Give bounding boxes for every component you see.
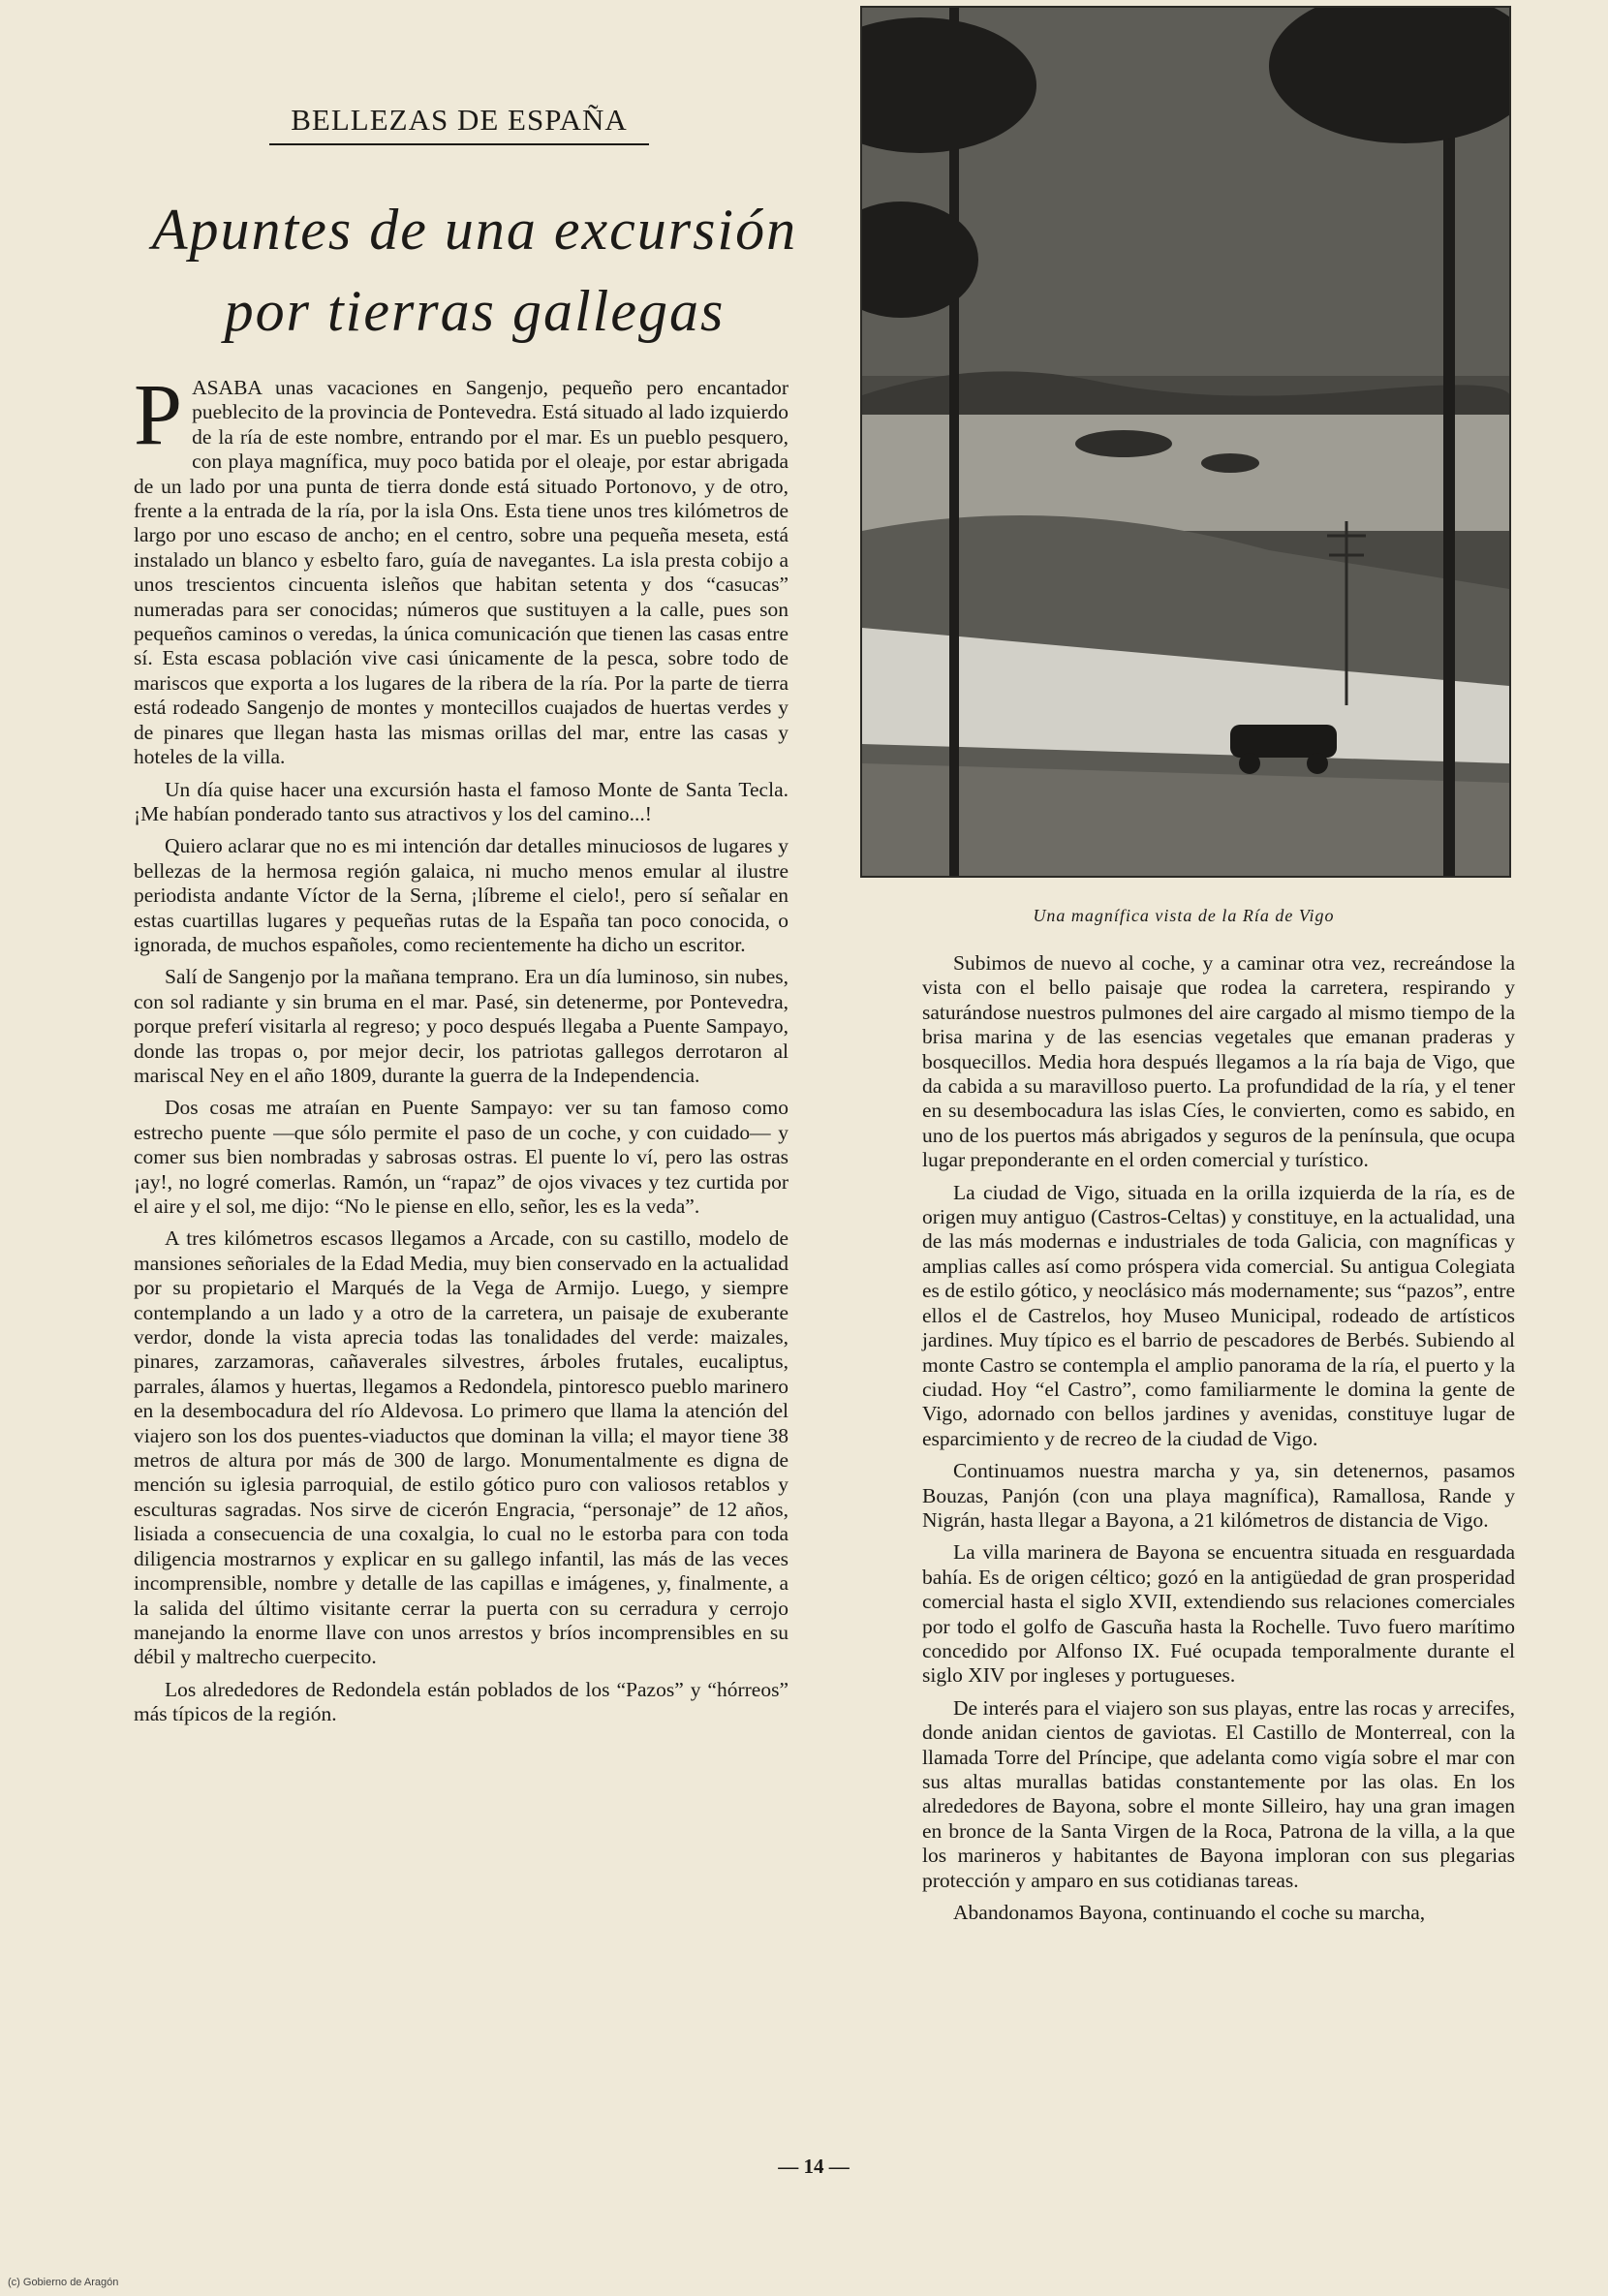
paragraph-text: ASABA unas vacaciones en Sangenjo, pequeño pero encantador pueblecito de la provincia de Pontevedra. Está situado al lado izquierdo de la ría de este nombre, entrando por el mar. Es un pueblo pesquero, con playa magnífica, muy poco batida por el oleaje, por estar abrigada de un lado por una punta de tierra donde está situado Portonovo, y de otro, frente a la entrada de la ría, por la isla Ons. Esta tiene unos tres kilómetros de largo por uno escaso de ancho; en el centro, sobre una pequeña meseta, está instalado un blanco y esbelto faro, guía de navegantes. La isla presta cobijo a unos trescientos cincuenta isleños que habitan setenta y dos “casucas” numeradas para ser conocidas; números que sustituyen a la calle, pues son pequeños caminos o veredas, la única comunicación que tienen las casas entre sí. Esta escasa población vive casi únicamente de la pesca, sobre todo de mariscos que exporta a los lugares de la ribera de la ría. Por la parte de tierra está rodeado Sangenjo de montes y montecillos cuajados de huertas verdes y de pinares que llegan hasta las mismas orillas del mar, entre las casas y hoteles de la villa. <box>134 376 789 769</box>
paragraph: Continuamos nuestra marcha y ya, sin detenernos, pasamos Bouzas, Panjón (con una playa magnífica), Ramallosa, Rande y Nigrán, hasta llegar a Bayona, a 21 kilómetros de distancia de Vigo. <box>922 1459 1515 1532</box>
paragraph: La villa marinera de Bayona se encuentra situada en resguardada bahía. Es de origen céltico; gozó en la antigüedad de gran prosperidad comercial hasta el siglo XVII, extendiendo sus relaciones comerciales por todo el golfo de Gascuña hasta la Rochelle. Tuvo fuero marítimo concedido por Alfonso IX. Fué ocupada temporalmente durante el siglo XIV por ingleses y portugueses. <box>922 1540 1515 1688</box>
paragraph: Quiero aclarar que no es mi intención dar detalles minuciosos de lugares y bellezas de la hermosa región galaica, ni mucho menos emular al ilustre periodista andante Víctor de la Serna, ¡líbreme el cielo!, pero sí señalar en estas cuartillas lugares y pequeñas rutas de la España tan poco conocida, o ignorada, de muchos españoles, como recientemente ha dicho un escritor. <box>134 834 789 956</box>
left-column <box>134 367 789 1735</box>
paragraph: Un día quise hacer una excursión hasta el famoso Monte de Santa Tecla. ¡Me habían ponderado tanto sus atractivos y los del camino...! <box>134 777 789 825</box>
paragraph: Dos cosas me atraían en Puente Sampayo: ver su tan famoso como estrecho puente —que sólo permite el paso de un coche, y con cuidado— y comer sus bien nombradas y sabrosas ostras. El puente lo ví, pero las ostras ¡ay!, no logré comerlas. Ramón, un “rapaz” de ojos vivaces y tez curtida por el aire y el sol, me dijo: “No le piense en ello, señor, les es la veda”. <box>134 1096 789 1218</box>
drop-cap: P <box>134 367 183 463</box>
ria-de-vigo-photo <box>860 6 1511 878</box>
paragraph: Subimos de nuevo al coche, y a caminar otra vez, recreándose la vista con el bello paisaje que rodea la carretera, respirando y saturándose nuestros pulmones del aire cargado al mismo tiempo de la brisa marina y de las esencias vegetales que emanan praderas y bosquecillos. Media hora después llegamos a la ría baja de Vigo, que da cabida a su maravilloso puerto. La profundidad de la ría, y el tener en su desembocadura las islas Cíes, le convierten, como es sabido, en uno de los puertos más abrigados y seguros de la península, que ocupa lugar preponderante en el orden comercial y turístico. <box>922 951 1515 1172</box>
paragraph: Salí de Sangenjo por la mañana temprano. Era un día luminoso, sin nubes, con sol radiante y sin bruma en el mar. Pasé, sin detenerme, por Pontevedra, porque preferí visitarla al regreso; y poco después llegaba a Puente Sampayo, donde las tropas o, por mejor decir, los patriotas gallegos derrotaron al mariscal Ney en el año 1809, durante la guerra de la Independencia. <box>134 965 789 1087</box>
photo-caption: Una magnífica vista de la Ría de Vigo <box>1033 906 1335 925</box>
paragraph: La ciudad de Vigo, situada en la orilla izquierda de la ría, es de origen muy antiguo (Castros-Celtas) y constituye, en la actualidad, una de las más modernas e industriales de toda Galicia, con magníficas y amplias calles así como próspera vida comercial. Su antigua Colegiata es de estilo gótico, y neoclásico más modernamente; sus “pazos”, entre ellos el de Castrelos, hoy Museo Municipal, rodeado de artísticos jardines. Muy típico es el barrio de pescadores de Berbés. Subiendo al monte Castro se contempla el amplio panorama de la ría, el puerto y la ciudad. Hoy “el Castro”, como familiarmente le domina la gente de Vigo, adornado con bellos jardines y avenidas, constituye lugar de esparcimiento y de recreo de la ciudad de Vigo. <box>922 1180 1515 1450</box>
page-number: — 14 — <box>778 2155 850 2178</box>
paragraph <box>134 367 789 770</box>
photo-illustration <box>862 8 1509 876</box>
title-line-2: por tierras gallegas <box>224 279 726 343</box>
article-title <box>107 189 843 352</box>
paragraph: A tres kilómetros escasos llegamos a Arcade, con su castillo, modelo de mansiones señoriales de la Edad Media, muy bien conservado en la actualidad por su propietario el Marqués de la Vega de Armijo. Luego, y siempre contemplando a un lado y a otro de la carretera, un paisaje de exuberante verdor, donde la vista aprecia todas las tonalidades del verde: maizales, pinares, zarzamoras, cañaverales silvestres, árboles frutales, eucaliptus, parrales, álamos y huertas, llegamos a Redondela, pintoresco pueblo marinero en la desembocadura del río Aldevosa. Lo primero que llama la atención del viajero son los dos puentes-viaductos que dominan la villa; el mayor tiene 38 metros de altura por más de 300 de largo. Monumentalmente es digna de mención su iglesia parroquial, de estilo gótico puro con valiosos retablos y esculturas sagradas. Nos sirve de cicerón Engracia, “personaje” de 12 años, lisiada a consecuencia de una coxalgia, lo cual no le estorba para con toda diligencia mostrarnos y explicar en su gallego infantil, las más de las veces incomprensible, nombre y detalle de las capillas e imágenes, y, finalmente, a la salida del último visitante cerrar la puerta con su cerradura y cerrojo manejando la enorme llave con unos arrestos y bríos incomprensibles en su débil y maltrecho cuerpecito. <box>134 1226 789 1669</box>
title-line-1: Apuntes de una excursión <box>151 198 798 262</box>
paragraph: Abandonamos Bayona, continuando el coche su marcha, <box>953 1901 1426 1925</box>
section-header: BELLEZAS DE ESPAÑA <box>269 103 649 145</box>
copyright-notice: (c) Gobierno de Aragón <box>8 2277 119 2288</box>
paragraph: De interés para el viajero son sus playas, entre las rocas y arrecifes, donde anidan cientos de gaviotas. El Castillo de Monterreal, con la llamada Torre del Príncipe, que adelanta como vigía sobre el mar con sus altas murallas batidas constantemente por las olas. En los alrededores de Bayona, sobre el monte Silleiro, hay una gran imagen en bronce de la Santa Virgen de la Roca, Patrona de la villa, a la que los marineros y habitantes de Bayona imploran con sus plegarias protección y amparo en sus cotidianas tareas. <box>922 1695 1515 1892</box>
paragraph: Los alrededores de Redondela están poblados de los “Pazos” y “hórreos” más típicos de la región. <box>134 1677 789 1726</box>
right-column <box>922 951 1515 1933</box>
